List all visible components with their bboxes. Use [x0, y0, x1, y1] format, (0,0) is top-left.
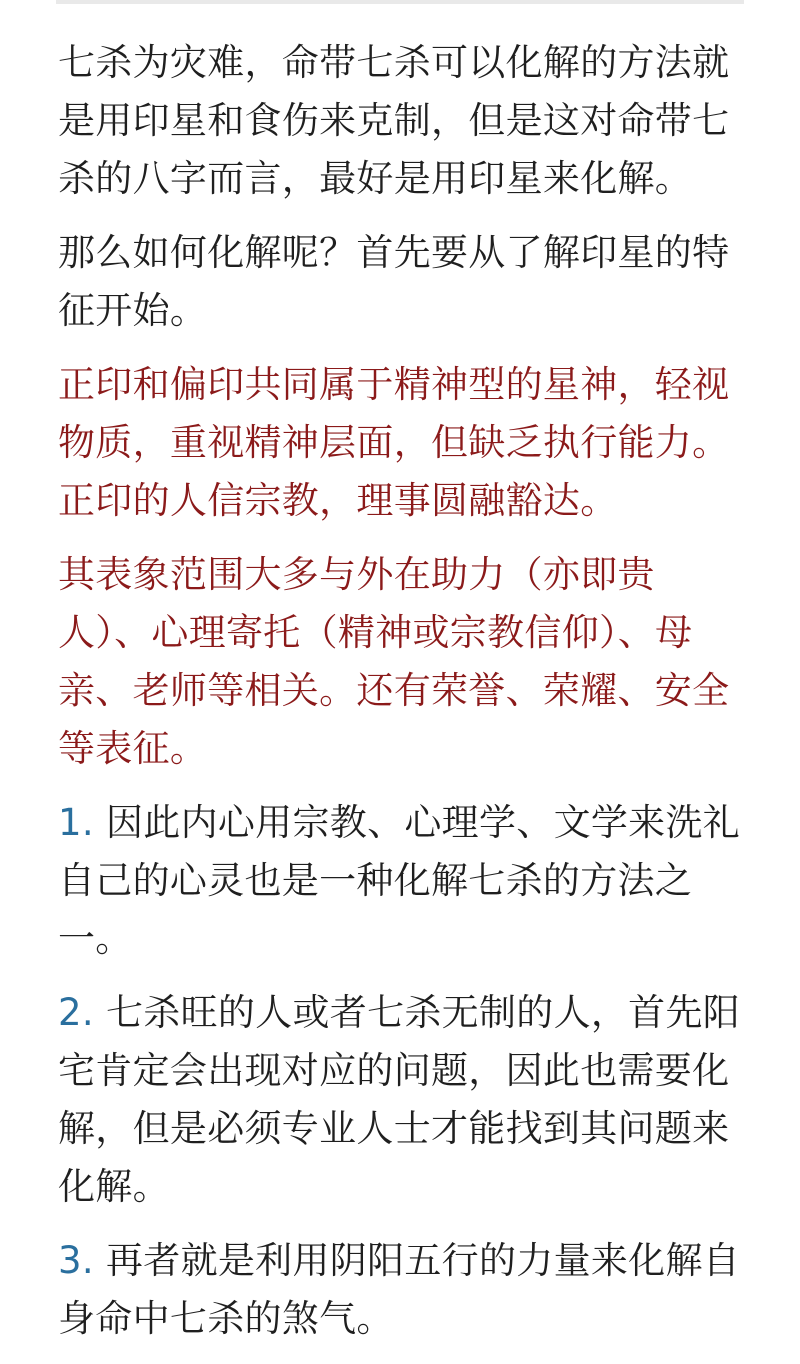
- list-item: [58, 984, 748, 1216]
- highlight-paragraph-yin: 正印和偏印共同属于精神型的星神，轻视物质，重视精神层面，但缺乏执行能力。正印的人信宗教，理事圆融豁达。: [58, 363, 730, 522]
- list-item-text: 再者就是利用阴阳五行的力量来化解自身命中七杀的煞气。: [58, 1239, 741, 1340]
- question-paragraph: 那么如何化解呢？首先要从了解印星的特征开始。: [58, 231, 730, 332]
- list-item: [58, 794, 748, 968]
- highlight-paragraph-symbols: 其表象范围大多与外在助力（亦即贵人）、心理寄托（精神或宗教信仰）、母亲、老师等相关。还有荣誉、荣耀、安全等表征。: [58, 553, 730, 770]
- top-divider: [56, 0, 744, 4]
- list-number: 2.: [58, 991, 94, 1034]
- list-item: [58, 1232, 748, 1348]
- intro-paragraph: 七杀为灾难，命带七杀可以化解的方法就是用印星和食伤来克制，但是这对命带七杀的八字而言，最好是用印星来化解。: [58, 41, 730, 200]
- list-number: 1.: [58, 801, 94, 844]
- list-item-text: 七杀旺的人或者七杀无制的人，首先阳宅肯定会出现对应的问题，因此也需要化解，但是必须专业人士才能找到其问题来化解。: [58, 991, 741, 1208]
- article-body: [58, 34, 748, 1364]
- list-item-text: 因此内心用宗教、心理学、文学来洗礼自己的心灵也是一种化解七杀的方法之一。: [58, 801, 741, 960]
- list-number: 3.: [58, 1239, 94, 1282]
